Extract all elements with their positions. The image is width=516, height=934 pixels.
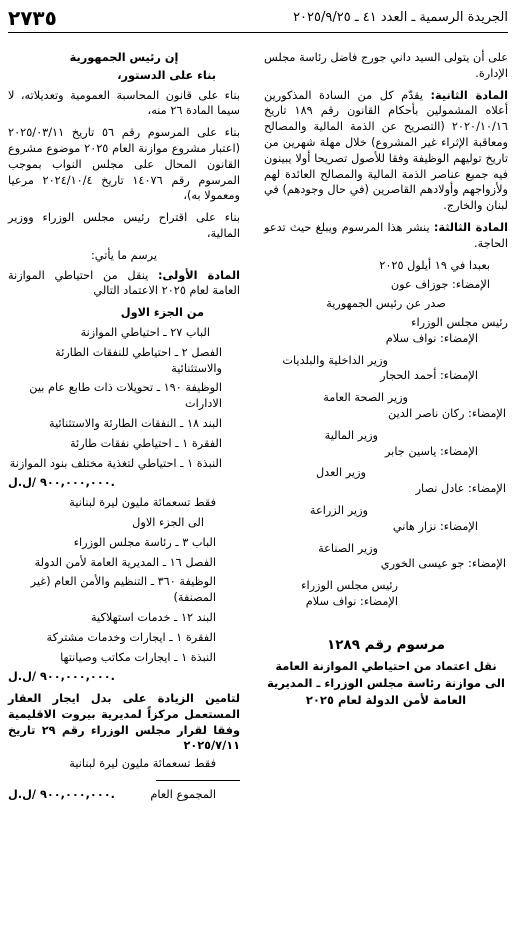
signature-line: وزير الداخلية والبلديات [282, 353, 388, 367]
budget-line: الفصل ٢ ـ احتياطي للنفقات الطارئة والاستثنائية [55, 345, 222, 375]
amount-row [8, 475, 240, 491]
signature-line: وزير الزراعة [309, 503, 368, 517]
signature-line: الإمضاء: عادل نصار [415, 482, 506, 496]
signature-line: الإمضاء: ركان ناصر الدين [388, 406, 506, 420]
budget-line: الوظيفة ٣٦٠ ـ التنظيم والأمن العام (غير المصنفة) [30, 575, 216, 605]
amount-in-words-2: فقط تسعمائة مليون ليرة لبنانية [69, 757, 216, 771]
decree-title: مرسوم رقم ١٢٨٩ [327, 636, 445, 653]
article-1 [8, 268, 240, 300]
right-column [264, 50, 508, 709]
divider [156, 780, 240, 781]
signature-line: وزير الصحة العامة [323, 391, 408, 405]
signature-line: الإمضاء: جوزاف عون [390, 278, 490, 292]
purpose-paragraph: لتامين الزيادة على بدل ايجار العقار المستعمل مركزاً لمديرية بيروت الاقليمية وفقا لقرار مجلس الوزراء رقم ٢٩ تاريخ ٢٠٢٥/٧/١١ [8, 692, 240, 753]
destination-lines [8, 535, 240, 666]
article-3 [264, 220, 508, 252]
decrees-line: يرسم ما يأتي: [91, 248, 157, 262]
para-3: بناء على اقتراح رئيس مجلس الوزراء ووزير المالية، [8, 211, 240, 240]
article-2-text: يقدّم كل من السادة المذكورين أعلاه المشمولين بأحكام القانون رقم ١٨٩ تاريخ ٢٠٢٠/١٠/١٦ (التصريح عن الذمة المالية والمصالح ومعاقبة الإثراء غير المشروع) خلال مهلة شهرين من تاريخ توليهم الوظيفة وفقا للأصول تصريحا أولا يبينون فيه جميع عناصر الذمة المالية والمصالح العائدة لهم ولأزواجهم وأولادهم القاصرين (في حال وجودهم) في لبنان والخارج. [264, 88, 508, 213]
article-2-label: المادة الثانية: [430, 88, 508, 102]
article-1-label: المادة الأولى: [158, 268, 241, 282]
article-3-label: المادة الثالثة: [433, 220, 508, 234]
signature-line: صدر عن رئيس الجمهورية [326, 297, 446, 311]
budget-line: البند ١٢ ـ خدمات استهلاكية [91, 610, 216, 624]
article-1-text: ينقل من احتياطي الموازنة العامة لعام ٢٠٢٥ الاعتماد التالي [8, 268, 240, 298]
amount-1: ٩٠٠,٠٠٠,٠٠٠ /ل.ل. [8, 476, 115, 490]
amount-in-words-1: فقط تسعمائة مليون ليرة لبنانية [69, 496, 216, 510]
part-2-heading: الى الجزء الاول [132, 515, 204, 529]
budget-line: الباب ٢٧ ـ احتياطي الموازنة [80, 325, 210, 339]
amount-row [8, 669, 240, 685]
total-amount: ٩٠٠,٠٠٠,٠٠٠ /ل.ل. [8, 788, 115, 802]
article-3-text: ينشر هذا المرسوم ويبلغ حيث تدعو الحاجة. [264, 220, 508, 250]
budget-line: النبذة ١ ـ احتياطي لتغذية مختلف بنود الموازنة [9, 456, 222, 470]
president-heading: إن رئيس الجمهورية [69, 51, 179, 64]
budget-line: الوظيفة ١٩٠ ـ تحويلات ذات طابع عام بين الادارات [29, 381, 222, 411]
article-2 [264, 88, 508, 214]
decree-date: بعبدا في ١٩ أيلول ٢٠٢٥ [379, 258, 490, 272]
signature-line: الإمضاء: نواف سلام [385, 331, 478, 345]
signature-line: رئيس مجلس الوزراء [411, 315, 508, 329]
budget-line: النبذة ١ ـ ايجارات مكاتب وصيانتها [60, 650, 216, 664]
decree-subtitle: نقل اعتماد من احتياطي الموازنة العامة الى موازنة رئاسة مجلس الوزراء ـ المديرية العامة لأمن الدولة لعام ٢٠٢٥ [267, 658, 505, 707]
signature-line: وزير المالية [324, 428, 378, 442]
para-1: بناء على قانون المحاسبة العمومية وتعديلاته، لا سيما المادة ٢٦ منه، [8, 88, 240, 118]
left-column [8, 50, 240, 807]
signature-line: وزير العدل [315, 466, 366, 480]
signature-line: الإمضاء: ياسين جابر [384, 444, 478, 458]
signature-line: الإمضاء: نزار هاني [392, 519, 478, 533]
page-header [8, 6, 508, 33]
budget-line: الفصل ١٦ ـ المديرية العامة لأمن الدولة [34, 555, 216, 569]
signature-line: الإمضاء: جو عيسى الخوري [380, 557, 506, 571]
signature-line: الإمضاء: نواف سلام [305, 594, 398, 608]
constitution-line: بناء على الدستور، [117, 68, 216, 82]
source-lines [8, 325, 240, 471]
total-label: المجموع العام [150, 788, 216, 802]
signature-line: وزير الصناعة [318, 541, 378, 555]
budget-line: الفقرة ١ ـ احتياطي نفقات طارئة [69, 436, 222, 450]
para-2: بناء على المرسوم رقم ٥٦ تاريخ ٢٠٢٥/٠٣/١١ (اعتبار مشروع موازنة العام ٢٠٢٥ موضوع مشروع القانون المحال على مجلس النواب بموجب المرسوم رقم ١٤٠٧٦ تاريخ ٢٠٢٤/١٠/٤ مرعيا ومعمولا به)، [8, 126, 240, 203]
total-row [8, 787, 240, 803]
signature-line: الإمضاء: أحمد الحجار [380, 369, 478, 383]
budget-line: الفقرة ١ ـ ايجارات وخدمات مشتركة [46, 630, 216, 644]
signature-line: رئيس مجلس الوزراء [301, 579, 398, 593]
budget-line: البند ١٨ ـ النفقات الطارئة والاستثنائية [49, 416, 222, 430]
part-1-heading: من الجزء الاول [120, 306, 204, 320]
amount-2: ٩٠٠,٠٠٠,٠٠٠ /ل.ل. [8, 670, 115, 684]
signatures-block [264, 277, 508, 609]
budget-line: الباب ٣ ـ رئاسة مجلس الوزراء [73, 535, 216, 549]
gazette-title: الجريدة الرسمية ـ العدد ٤١ ـ ٢٠٢٥/٩/٢٥ [293, 10, 508, 25]
page-number: ٢٧٣٥ [8, 6, 57, 30]
intro-paragraph: على أن يتولى السيد داني جورج فاضل رئاسة مجلس الإدارة. [264, 51, 508, 80]
